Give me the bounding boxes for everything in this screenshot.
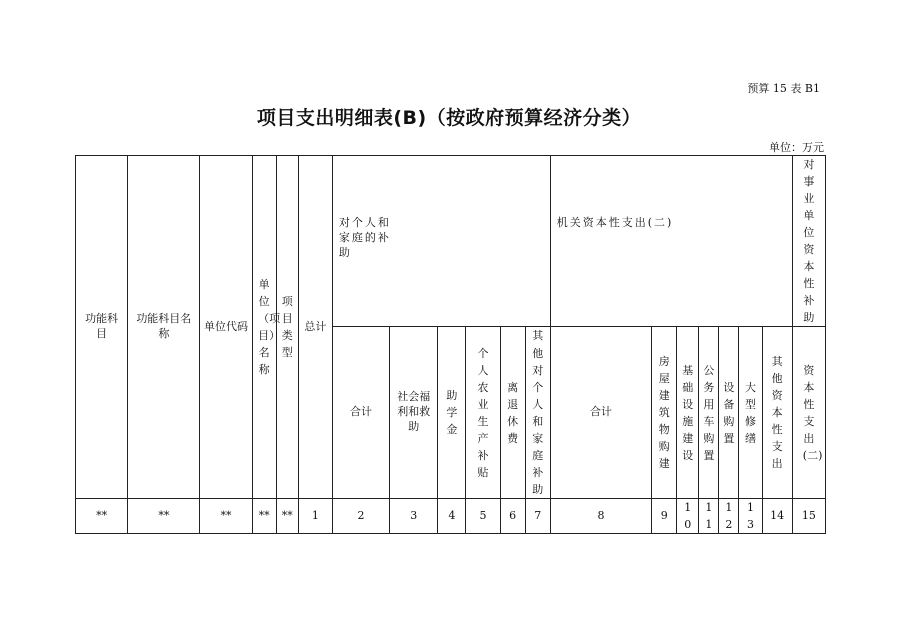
cell: 1 — [298, 498, 332, 533]
cell: ** — [200, 498, 252, 533]
cell: 14 — [762, 498, 792, 533]
col-total: 总计 — [298, 156, 332, 499]
cell: 6 — [500, 498, 525, 533]
sub-vehicles: 公务用车购置 — [699, 327, 719, 498]
cell: 5 — [466, 498, 500, 533]
sub-personal-total: 合计 — [332, 327, 389, 498]
cell: ** — [76, 498, 128, 533]
header-row-1 — [76, 156, 826, 327]
group-capital: 机关资本性支出(二) — [550, 156, 792, 327]
cell: 9 — [652, 498, 677, 533]
cell: 7 — [525, 498, 550, 533]
sub-equipment: 设备购置 — [719, 327, 739, 498]
col-proj-type: 项目类型 — [276, 156, 298, 499]
cell: ** — [128, 498, 200, 533]
col-unit-name: 单位（项目）名称 — [252, 156, 276, 499]
col-func-name: 功能科目名称 — [128, 156, 200, 499]
sub-other-capital: 其他资本性支出 — [762, 327, 792, 498]
group-personal: 对个人和家庭的补助 — [332, 156, 550, 327]
cell: 11 — [699, 498, 719, 533]
sub-infrastructure: 基础设施建设 — [677, 327, 699, 498]
page-title: 项目支出明细表(B)（按政府预算经济分类） — [256, 107, 642, 129]
unit-label: 单位：万元 — [769, 141, 824, 154]
cell: 8 — [550, 498, 651, 533]
col-func-code: 功能科目 — [76, 156, 128, 499]
sub-buildings: 房屋建筑物购建 — [652, 327, 677, 498]
table-row — [76, 498, 826, 533]
sub-farm-subsidy: 个人农业生产补贴 — [466, 327, 500, 498]
sub-capital-total: 合计 — [550, 327, 651, 498]
budget-table — [75, 155, 826, 534]
sub-scholarship: 助学金 — [438, 327, 466, 498]
sub-other-personal: 其他对个人和家庭补助 — [525, 327, 550, 498]
sub-welfare: 社会福利和救助 — [390, 327, 438, 498]
cell: 13 — [739, 498, 762, 533]
cell: ** — [276, 498, 298, 533]
sub-enterprise-capital: 资本性支出(二) — [792, 327, 825, 498]
sub-repairs: 大型修缮 — [739, 327, 762, 498]
cell: 15 — [792, 498, 825, 533]
cell: ** — [252, 498, 276, 533]
cell: 4 — [438, 498, 466, 533]
cell: 3 — [390, 498, 438, 533]
cell: 12 — [719, 498, 739, 533]
cell: 2 — [332, 498, 389, 533]
sub-retirement: 离退休费 — [500, 327, 525, 498]
cell: 10 — [677, 498, 699, 533]
col-unit-code: 单位代码 — [200, 156, 252, 499]
form-code: 预算 15 表 B1 — [747, 82, 820, 95]
group-enterprise: 对事业单位资本性补助 — [792, 156, 825, 327]
